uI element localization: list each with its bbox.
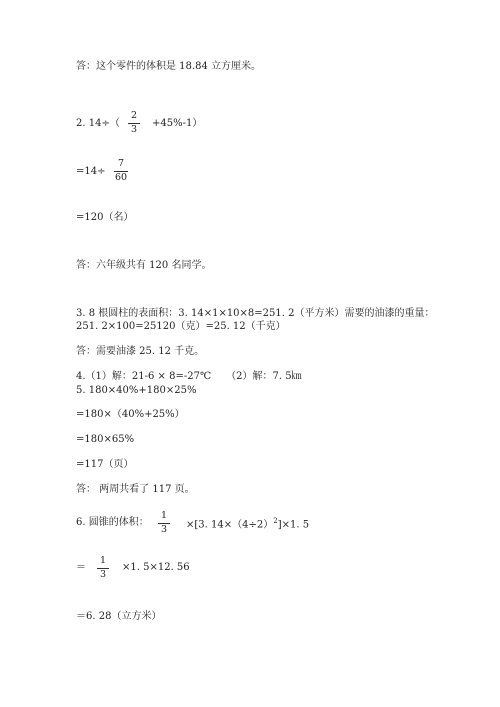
answer-5: 答： 两周共看了 117 页。 [76,484,195,495]
q6-step1-numerator: 1 [99,555,107,566]
q5: 5. 180×40%+180×25% [76,385,197,396]
q6-tail-b: ]×1. 5 [277,519,310,531]
q6-fraction-numerator: 1 [160,510,168,521]
q6-head: 6. 圆锥的体积： [76,517,149,528]
q2-step1-fraction [114,159,128,184]
q5-step2: =180×65% [76,434,135,445]
q2-step1-head: =14÷ [76,166,106,177]
q6-tail-a: ×[3. 14×（4÷2） [186,519,274,531]
q6-fraction-denominator: 3 [160,524,168,536]
q6-step1-head: ＝ [76,562,86,573]
q6-fraction [158,511,170,536]
answer-1: 答：这个零件的体积是 18.84 立方厘米。 [76,61,261,72]
answer-3: 答：需要油漆 25. 12 千克。 [76,346,205,357]
q6-step1-tail: ×1. 5×12. 56 [122,562,190,573]
q2-step1-denominator: 60 [114,172,128,184]
q6-step1-denominator: 3 [99,569,107,581]
q2-head: 2. 14÷（ [76,118,120,129]
q6-step1-fraction [97,556,109,581]
answer-2: 答：六年级共有 120 名同学。 [76,260,212,271]
q4: 4.（1）解：21-6 × 8=-27℃ （2）解：7. 5㎞ [76,371,302,382]
q2-step2: =120（名） [76,212,134,223]
q6-step2: ＝6. 28（立方米） [76,611,162,622]
q5-step1: =180×（40%+25%） [76,409,185,420]
q2-fraction-numerator: 2 [130,110,138,121]
q2-step1-numerator: 7 [117,158,125,169]
q3-line1: 3. 8 根圆柱的表面积：3. 14×1×10×8=251. 2（平方米）需要的油漆的重量： [76,308,435,319]
q5-step3: =117（页） [76,459,134,470]
q2-fraction-denominator: 3 [130,124,138,136]
q2-tail: +45%-1） [152,118,203,129]
q2-fraction [128,111,140,136]
q6-tail [186,517,309,531]
q6-exponent: 2 [273,517,278,525]
q3-line2: 251. 2×100=25120（克）=25. 12（千克） [76,321,286,332]
